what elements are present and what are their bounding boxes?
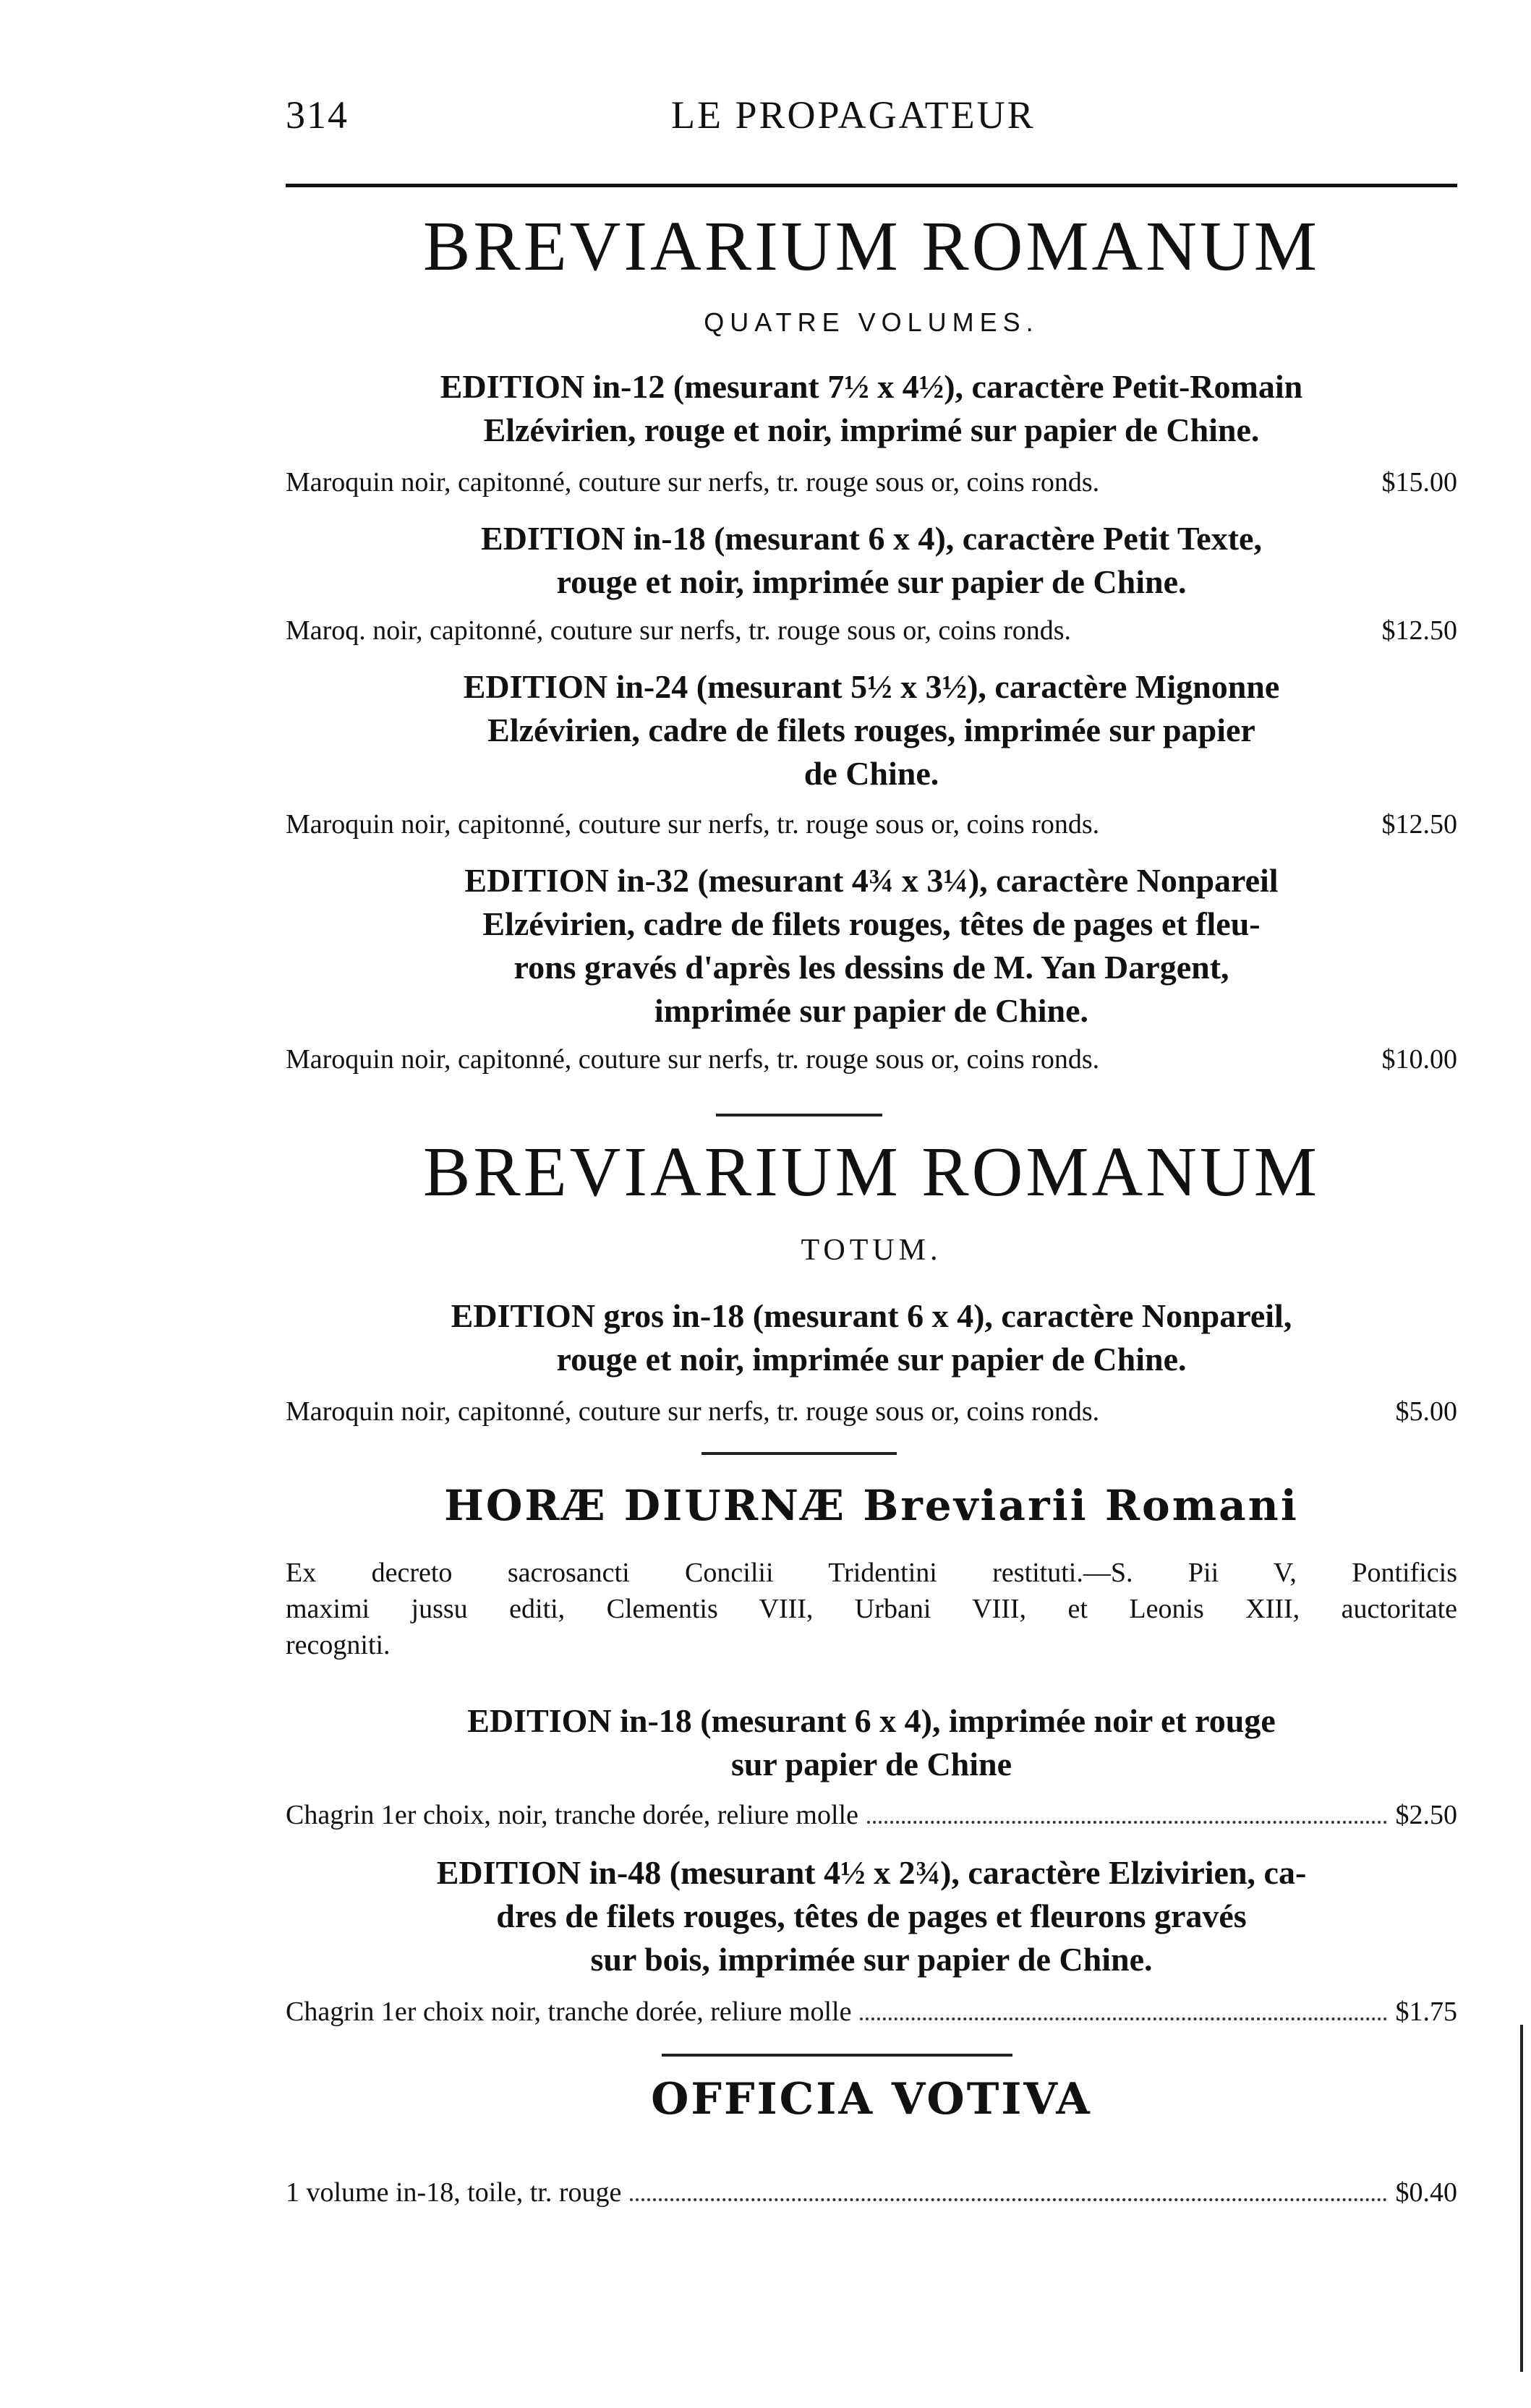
- edition-in-24: [286, 665, 1457, 795]
- section-subtitle-quatre-volumes: QUATRE VOLUMES.: [704, 307, 1039, 337]
- binding-description: Maroq. noir, capitonné, couture sur nerfs, tr. rouge sous or, coins ronds.: [286, 615, 1072, 646]
- intro-line: maximi jussu editi, Clementis VIII, Urbani VIII, et Leonis XIII, auctoritate: [286, 1594, 1457, 1624]
- edition-in-32: [286, 859, 1457, 1033]
- edition-horae-in-18: [286, 1699, 1457, 1786]
- binding-description: Maroquin noir, capitonné, couture sur nerfs, tr. rouge sous or, coins ronds.: [286, 1044, 1100, 1075]
- section-divider: [662, 2054, 1012, 2057]
- price: $1.75: [1395, 1997, 1457, 2027]
- section-divider: [701, 1452, 897, 1455]
- section-title-officia-votiva: OFFICIA VOTIVA: [651, 2074, 1092, 2125]
- binding-description: Maroquin noir, capitonné, couture sur nerfs, tr. rouge sous or, coins ronds.: [286, 809, 1100, 840]
- edition-line: rouge et noir, imprimée sur papier de Chine.: [556, 563, 1187, 600]
- edition-line: EDITION in-48 (mesurant 4½ x 2¾), caractère Elzivirien, ca-: [436, 1854, 1307, 1891]
- price: $12.50: [1381, 615, 1457, 646]
- price-line: [286, 615, 1457, 646]
- edition-line: EDITION in-32 (mesurant 4¾ x 3¼), caractère Nonpareil: [464, 862, 1279, 899]
- page-number: 314: [286, 93, 349, 137]
- edition-line: EDITION gros in-18 (mesurant 6 x 4), caractère Nonpareil,: [451, 1297, 1292, 1334]
- binding-description: Chagrin 1er choix noir, tranche dorée, reliure molle: [286, 1997, 852, 2027]
- horae-intro: [286, 1555, 1457, 1663]
- edition-line: de Chine.: [803, 755, 939, 792]
- edition-line: dres de filets rouges, têtes de pages et fleurons gravés: [496, 1897, 1247, 1934]
- price-line: [286, 1396, 1457, 1427]
- edition-line: EDITION in-18 (mesurant 6 x 4), caractère Petit Texte,: [481, 520, 1262, 557]
- price: $10.00: [1381, 1044, 1457, 1075]
- price: $15.00: [1381, 467, 1457, 498]
- edition-line: rouge et noir, imprimée sur papier de Chine.: [556, 1341, 1187, 1378]
- price-line: [286, 1043, 1457, 1075]
- section-divider: [716, 1114, 882, 1117]
- edition-line: rons gravés d'après les dessins de M. Yan Dargent,: [513, 949, 1229, 986]
- price-line: [286, 1799, 1457, 1831]
- edition-in-12: [286, 365, 1457, 452]
- section-title-breviarium-quatre: BREVIARIUM ROMANUM: [423, 208, 1320, 286]
- price: $2.50: [1395, 1800, 1457, 1830]
- price: $12.50: [1381, 809, 1457, 840]
- running-title: LE PROPAGATEUR: [671, 93, 1036, 137]
- edition-line: EDITION in-12 (mesurant 7½ x 4½), caractère Petit-Romain: [440, 368, 1303, 405]
- binding-description: Chagrin 1er choix, noir, tranche dorée, reliure molle: [286, 1800, 858, 1830]
- intro-line: Ex decreto sacrosancti Concilii Tridentini restituti.—S. Pii V, Pontificis: [286, 1558, 1457, 1588]
- price-line: [286, 2177, 1457, 2208]
- edition-line: Elzévirien, cadre de filets rouges, têtes de pages et fleu-: [482, 905, 1261, 942]
- header-rule: [286, 184, 1457, 187]
- section-title-horae-diurnae: HORÆ DIURNÆ Breviarii Romani: [444, 1481, 1299, 1530]
- edition-horae-in-48: [286, 1851, 1457, 1981]
- price: $0.40: [1395, 2177, 1457, 2208]
- edition-line: EDITION in-24 (mesurant 5½ x 3½), caractère Mignonne: [463, 668, 1280, 705]
- section-subtitle-totum: TOTUM.: [801, 1234, 942, 1267]
- price-line: [286, 1996, 1457, 2028]
- edition-line: sur papier de Chine: [730, 1746, 1012, 1782]
- edition-line: EDITION in-18 (mesurant 6 x 4), imprimée noir et rouge: [467, 1702, 1276, 1739]
- edition-in-18: [286, 517, 1457, 604]
- binding-description: Maroquin noir, capitonné, couture sur nerfs, tr. rouge sous or, coins ronds.: [286, 1396, 1100, 1427]
- edition-line: sur bois, imprimée sur papier de Chine.: [590, 1941, 1153, 1978]
- price: $5.00: [1395, 1396, 1457, 1427]
- binding-description: 1 volume in-18, toile, tr. rouge: [286, 2177, 622, 2208]
- price-line: [286, 466, 1457, 498]
- margin-line: [1520, 2025, 1523, 2372]
- edition-gros-in-18: [286, 1294, 1457, 1381]
- edition-line: Elzévirien, cadre de filets rouges, imprimée sur papier: [487, 712, 1255, 748]
- price-line: [286, 808, 1457, 840]
- edition-line: imprimée sur papier de Chine.: [654, 992, 1089, 1029]
- edition-line: Elzévirien, rouge et noir, imprimé sur papier de Chine.: [483, 411, 1260, 448]
- section-title-breviarium-totum: BREVIARIUM ROMANUM: [423, 1133, 1320, 1211]
- binding-description: Maroquin noir, capitonné, couture sur nerfs, tr. rouge sous or, coins ronds.: [286, 467, 1100, 498]
- intro-line: recogniti.: [286, 1630, 391, 1660]
